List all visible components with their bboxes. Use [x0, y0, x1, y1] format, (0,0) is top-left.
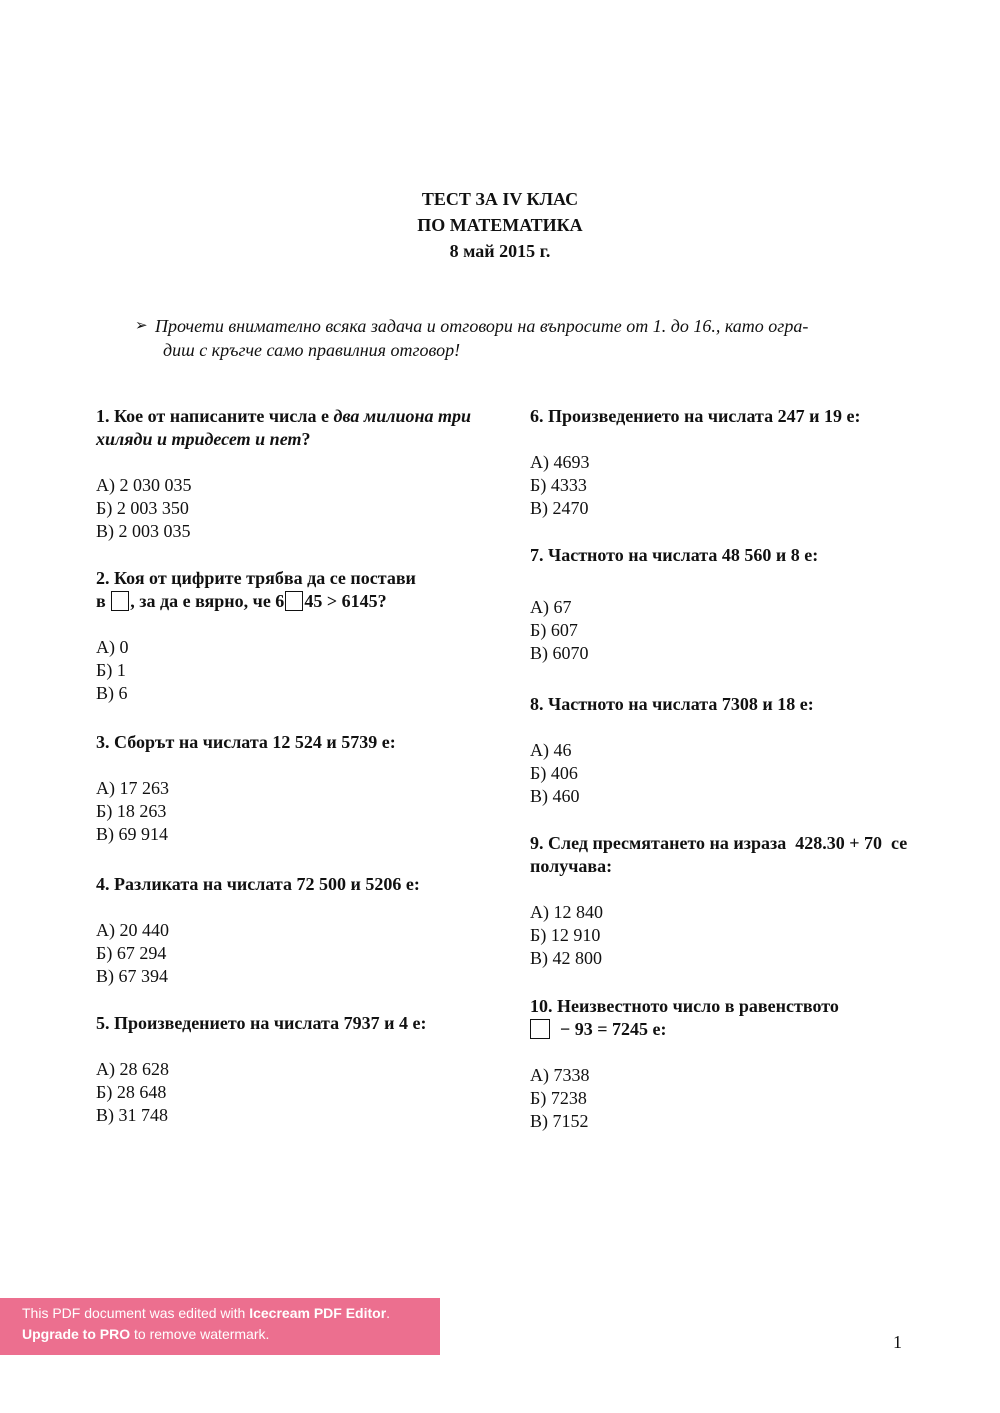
upgrade-link[interactable]: Upgrade to PRO: [22, 1326, 131, 1342]
title-date: 8 май 2015 г.: [449, 241, 551, 261]
answer-option[interactable]: В) 6: [96, 683, 128, 703]
answer-option[interactable]: А) 67: [530, 597, 572, 617]
answer-option[interactable]: В) 42 800: [530, 948, 602, 968]
question-5: [96, 1012, 496, 1127]
question-8: [530, 693, 950, 808]
arrow-bullet-icon: ➢: [135, 318, 148, 334]
page-number: 1: [893, 1332, 902, 1352]
answer-option[interactable]: А) 28 628: [96, 1059, 169, 1079]
answer-option[interactable]: В) 7152: [530, 1111, 589, 1131]
question-5-stem: 5. Произведението на числата 7937 и 4 е:: [96, 1013, 427, 1033]
instruction-line-2: диш с кръгче само правилния отговор!: [163, 340, 461, 360]
answer-option[interactable]: А) 46: [530, 740, 572, 760]
question-1-stem: 1. Кое от написаните числа е два милиона три хиляди и тридесет и пет?: [96, 406, 471, 449]
question-6-stem: 6. Произведението на числата 247 и 19 е:: [530, 406, 861, 426]
blank-box: [530, 1019, 550, 1039]
answer-option[interactable]: А) 20 440: [96, 920, 169, 940]
answer-option[interactable]: В) 2470: [530, 498, 589, 518]
answer-option[interactable]: В) 31 748: [96, 1105, 168, 1125]
question-7-stem: 7. Частното на числата 48 560 и 8 е:: [530, 545, 819, 565]
question-10-stem: 10. Неизвестното число в равенството − 93 = 7245 е:: [530, 996, 839, 1039]
question-3-stem: 3. Сборът на числата 12 524 и 5739 е:: [96, 732, 396, 752]
question-7: [530, 544, 950, 665]
answer-option[interactable]: В) 2 003 035: [96, 521, 191, 541]
answer-option[interactable]: Б) 7238: [530, 1088, 587, 1108]
answer-option[interactable]: А) 0: [96, 637, 129, 657]
title-line-2: ПО МАТЕМАТИКА: [417, 215, 583, 235]
blank-box: [285, 591, 303, 611]
answer-option[interactable]: Б) 2 003 350: [96, 498, 189, 518]
answer-option[interactable]: Б) 18 263: [96, 801, 167, 821]
question-4: [96, 873, 496, 988]
answer-option[interactable]: Б) 406: [530, 763, 578, 783]
question-9-stem: 9. След пресмятането на израза 428.30 + 70 се получава:: [530, 833, 908, 876]
answer-option[interactable]: Б) 607: [530, 620, 578, 640]
question-4-stem: 4. Разликата на числата 72 500 и 5206 е:: [96, 874, 420, 894]
answer-option[interactable]: Б) 28 648: [96, 1082, 167, 1102]
question-3: [96, 731, 496, 846]
question-2: [96, 567, 496, 705]
question-10: [530, 995, 950, 1133]
answer-option[interactable]: А) 17 263: [96, 778, 169, 798]
answer-option[interactable]: А) 2 030 035: [96, 475, 192, 495]
instruction-line-1: Прочети внимателно всяка задача и отговори на въпросите от 1. до 16., като огра-: [155, 316, 809, 336]
blank-box: [111, 591, 129, 611]
question-6: [530, 405, 950, 520]
question-8-stem: 8. Частното на числата 7308 и 18 е:: [530, 694, 814, 714]
answer-option[interactable]: А) 4693: [530, 452, 590, 472]
question-1: [96, 405, 496, 543]
answer-option[interactable]: В) 6070: [530, 643, 589, 663]
title-line-1: ТЕСТ ЗА IV КЛАС: [421, 189, 579, 209]
answer-option[interactable]: В) 69 914: [96, 824, 168, 844]
answer-option[interactable]: В) 67 394: [96, 966, 168, 986]
pdf-editor-watermark: This PDF document was edited with Icecream PDF Editor. Upgrade to PRO to remove watermark.: [0, 1298, 440, 1355]
answer-option[interactable]: А) 7338: [530, 1065, 590, 1085]
answer-option[interactable]: В) 460: [530, 786, 580, 806]
answer-option[interactable]: Б) 67 294: [96, 943, 167, 963]
test-title: [0, 186, 1000, 264]
question-9: [530, 832, 960, 970]
question-2-stem: 2. Коя от цифрите трябва да се постави в , за да е вярно, че 6 45 > 6145?: [96, 568, 416, 611]
answer-option[interactable]: А) 12 840: [530, 902, 603, 922]
answer-option[interactable]: Б) 1: [96, 660, 126, 680]
answer-option[interactable]: Б) 12 910: [530, 925, 601, 945]
answer-option[interactable]: Б) 4333: [530, 475, 587, 495]
